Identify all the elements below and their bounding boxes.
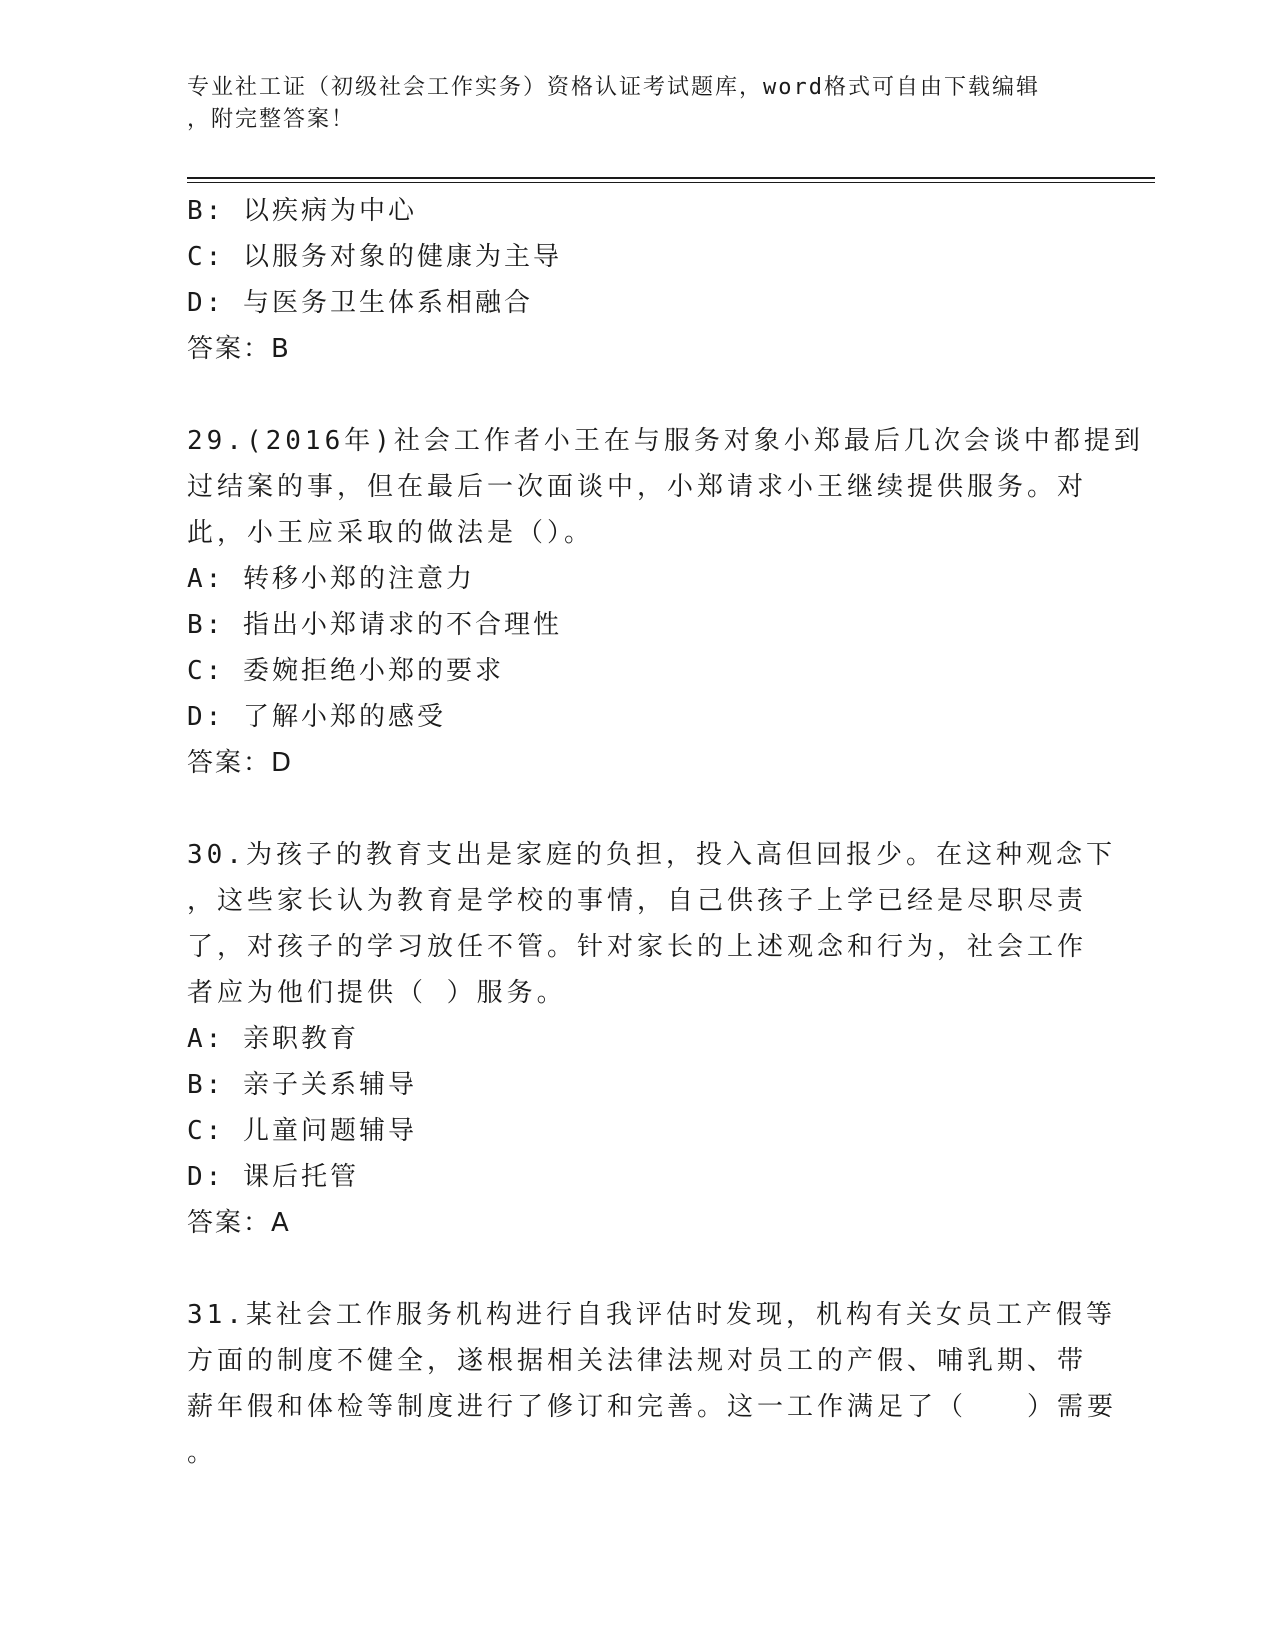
question-28-options: [187, 188, 1087, 372]
page-header: 专业社工证（初级社会工作实务）资格认证考试题库，word格式可自由下载编辑 ，附完整答案！: [187, 75, 1040, 132]
stem-line: 过结案的事，但在最后一次面谈中，小郑请求小王继续提供服务。对: [187, 472, 1088, 502]
header-divider-thin: [187, 182, 1155, 183]
option-c: C: 以服务对象的健康为主导: [187, 242, 562, 272]
option-b: B: 指出小郑请求的不合理性: [187, 610, 562, 640]
stem-line: 29.(2016年)社会工作者小王在与服务对象小郑最后几次会谈中都提到: [187, 426, 1144, 456]
question-content: [187, 188, 1144, 1476]
question-stem: [187, 418, 1144, 556]
stem-line: 。: [187, 1438, 218, 1468]
spacer: [187, 372, 1087, 418]
option-d: D: 课后托管: [187, 1162, 359, 1192]
option-c: C: 儿童问题辅导: [187, 1116, 417, 1146]
stem-line: 薪年假和体检等制度进行了修订和完善。这一工作满足了（ ）需要: [187, 1392, 1118, 1422]
stem-line: 了，对孩子的学习放任不管。针对家长的上述观念和行为，社会工作: [187, 932, 1088, 962]
answer: 答案：D: [187, 748, 294, 778]
stem-line: 此，小王应采取的做法是（）。: [187, 518, 595, 548]
option-b: B: 以疾病为中心: [187, 196, 417, 226]
question-29: [187, 418, 1144, 786]
stem-line: 方面的制度不健全，遂根据相关法律法规对员工的产假、哺乳期、带: [187, 1346, 1088, 1376]
spacer: [187, 1246, 1087, 1292]
stem-line: 者应为他们提供（ ）服务。: [187, 978, 567, 1008]
answer: 答案：A: [187, 1208, 291, 1238]
stem-line: 30.为孩子的教育支出是家庭的负担，投入高但回报少。在这种观念下: [187, 840, 1116, 870]
option-c: C: 委婉拒绝小郑的要求: [187, 656, 504, 686]
question-stem: [187, 1292, 1118, 1476]
answer: 答案：B: [187, 334, 291, 364]
question-30: [187, 832, 1116, 1246]
spacer: [187, 786, 1087, 832]
question-stem: [187, 832, 1116, 1016]
question-31: [187, 1292, 1118, 1476]
option-b: B: 亲子关系辅导: [187, 1070, 417, 1100]
stem-line: 31.某社会工作服务机构进行自我评估时发现，机构有关女员工产假等: [187, 1300, 1116, 1330]
header-divider-thick: [187, 177, 1155, 179]
option-a: A: 亲职教育: [187, 1024, 359, 1054]
stem-line: ，这些家长认为教育是学校的事情，自己供孩子上学已经是尽职尽责: [187, 886, 1088, 916]
option-d: D: 与医务卫生体系相融合: [187, 288, 533, 318]
option-d: D: 了解小郑的感受: [187, 702, 446, 732]
option-a: A: 转移小郑的注意力: [187, 564, 475, 594]
